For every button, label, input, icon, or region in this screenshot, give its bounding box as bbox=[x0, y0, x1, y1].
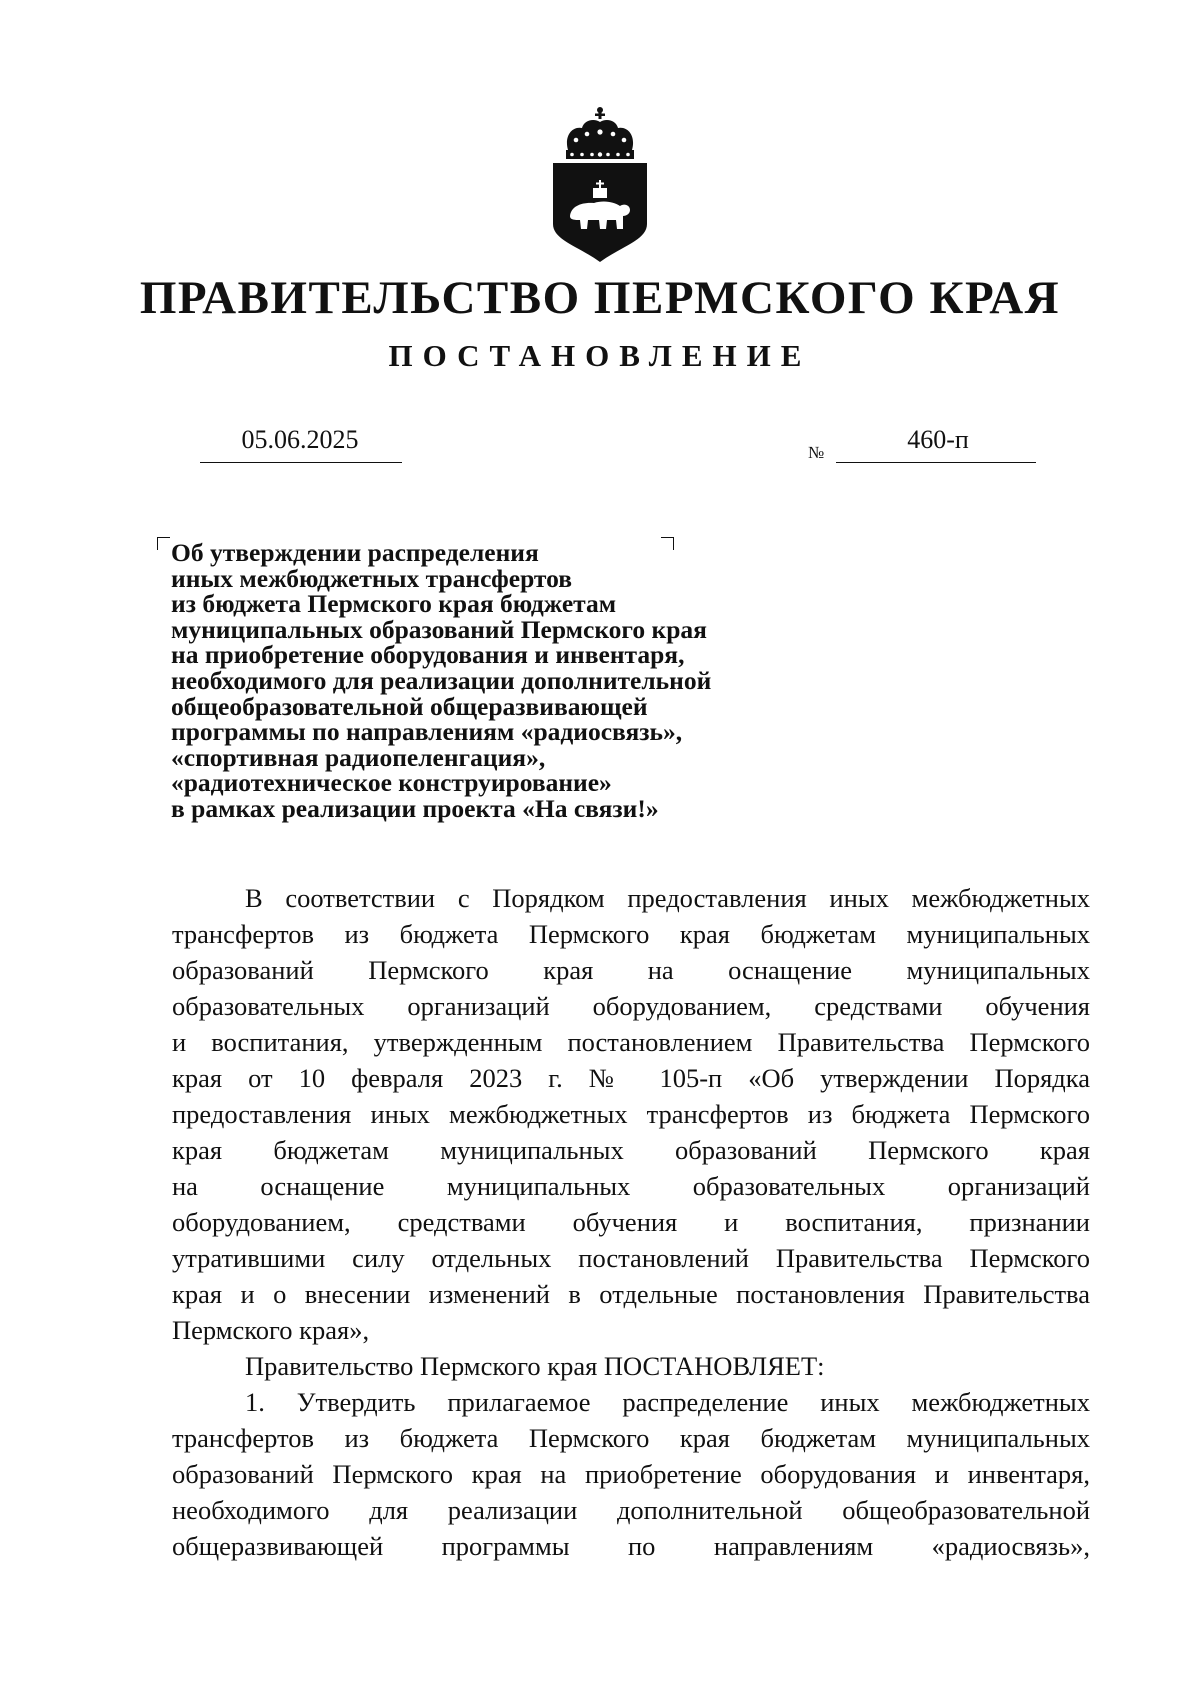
subject-line: «спортивная радиопеленгация», bbox=[171, 742, 546, 772]
subject-line: на приобретение оборудования и инвентаря, bbox=[171, 640, 685, 670]
body-line: края от 10 февраля 2023 г. № 105-п «Об утверждении Порядка bbox=[172, 1063, 1090, 1093]
body-line: предоставления иных межбюджетных трансфертов из бюджета Пермского bbox=[172, 1099, 1090, 1129]
body-line: образований Пермского края на приобретение оборудования и инвентаря, bbox=[172, 1459, 1090, 1489]
document-type-title: ПОСТАНОВЛЕНИЕ bbox=[388, 338, 812, 373]
number-underline bbox=[836, 462, 1036, 463]
subject-line: Об утверждении распределения bbox=[171, 538, 539, 567]
subject-line: необходимого для реализации дополнительной bbox=[171, 665, 712, 695]
body-line: утратившими силу отдельных постановлений Правительства Пермского bbox=[172, 1243, 1090, 1273]
body-line: края бюджетам муниципальных образований Пермского края bbox=[172, 1135, 1090, 1165]
body-line: оборудованием, средствами обучения и воспитания, признании bbox=[172, 1207, 1090, 1237]
subject-line: в рамках реализации проекта «На связи!» bbox=[171, 793, 659, 823]
decree-body bbox=[172, 880, 1090, 1564]
decree-date: 05.06.2025 bbox=[241, 425, 359, 454]
decree-subject bbox=[171, 540, 811, 822]
body-line: Пермского края», bbox=[172, 1315, 370, 1345]
resolution-line: Правительство Пермского края ПОСТАНОВЛЯЕТ: bbox=[245, 1351, 825, 1381]
body-line: образований Пермского края на оснащение муниципальных bbox=[172, 955, 1090, 985]
body-line: необходимого для реализации дополнительной общеобразовательной bbox=[172, 1495, 1090, 1525]
subject-line: программы по направлениям «радиосвязь», bbox=[171, 717, 683, 747]
body-line: 1. Утвердить прилагаемое распределение иных межбюджетных bbox=[245, 1387, 1090, 1417]
body-line: трансфертов из бюджета Пермского края бюджетам муниципальных bbox=[172, 919, 1090, 949]
body-line: края и о внесении изменений в отдельные постановления Правительства bbox=[172, 1279, 1090, 1309]
date-underline bbox=[200, 462, 402, 463]
subject-line: иных межбюджетных трансфертов bbox=[171, 563, 572, 593]
body-line: трансфертов из бюджета Пермского края бюджетам муниципальных bbox=[172, 1423, 1090, 1453]
body-line: и воспитания, утвержденным постановлением Правительства Пермского bbox=[172, 1027, 1090, 1057]
decree-number: 460-п bbox=[907, 425, 969, 454]
body-line: общеразвивающей программы по направлениям «радиосвязь», bbox=[172, 1531, 1090, 1561]
number-sign: № bbox=[808, 443, 825, 462]
subject-line: общеобразовательной общеразвивающей bbox=[171, 691, 648, 721]
subject-line: муниципальных образований Пермского края bbox=[171, 614, 707, 644]
body-line: В соответствии с Порядком предоставления иных межбюджетных bbox=[245, 883, 1090, 913]
body-line: образовательных организаций оборудованием, средствами обучения bbox=[172, 991, 1090, 1021]
subject-line: из бюджета Пермского края бюджетам bbox=[171, 589, 617, 619]
subject-line: «радиотехническое конструирование» bbox=[171, 768, 612, 798]
government-title: ПРАВИТЕЛЬСТВО ПЕРМСКОГО КРАЯ bbox=[139, 272, 1061, 324]
subject-corner-mark-left bbox=[157, 537, 170, 550]
body-line: на оснащение муниципальных образовательных организаций bbox=[172, 1171, 1090, 1201]
perm-krai-coat-of-arms-icon bbox=[550, 106, 650, 262]
